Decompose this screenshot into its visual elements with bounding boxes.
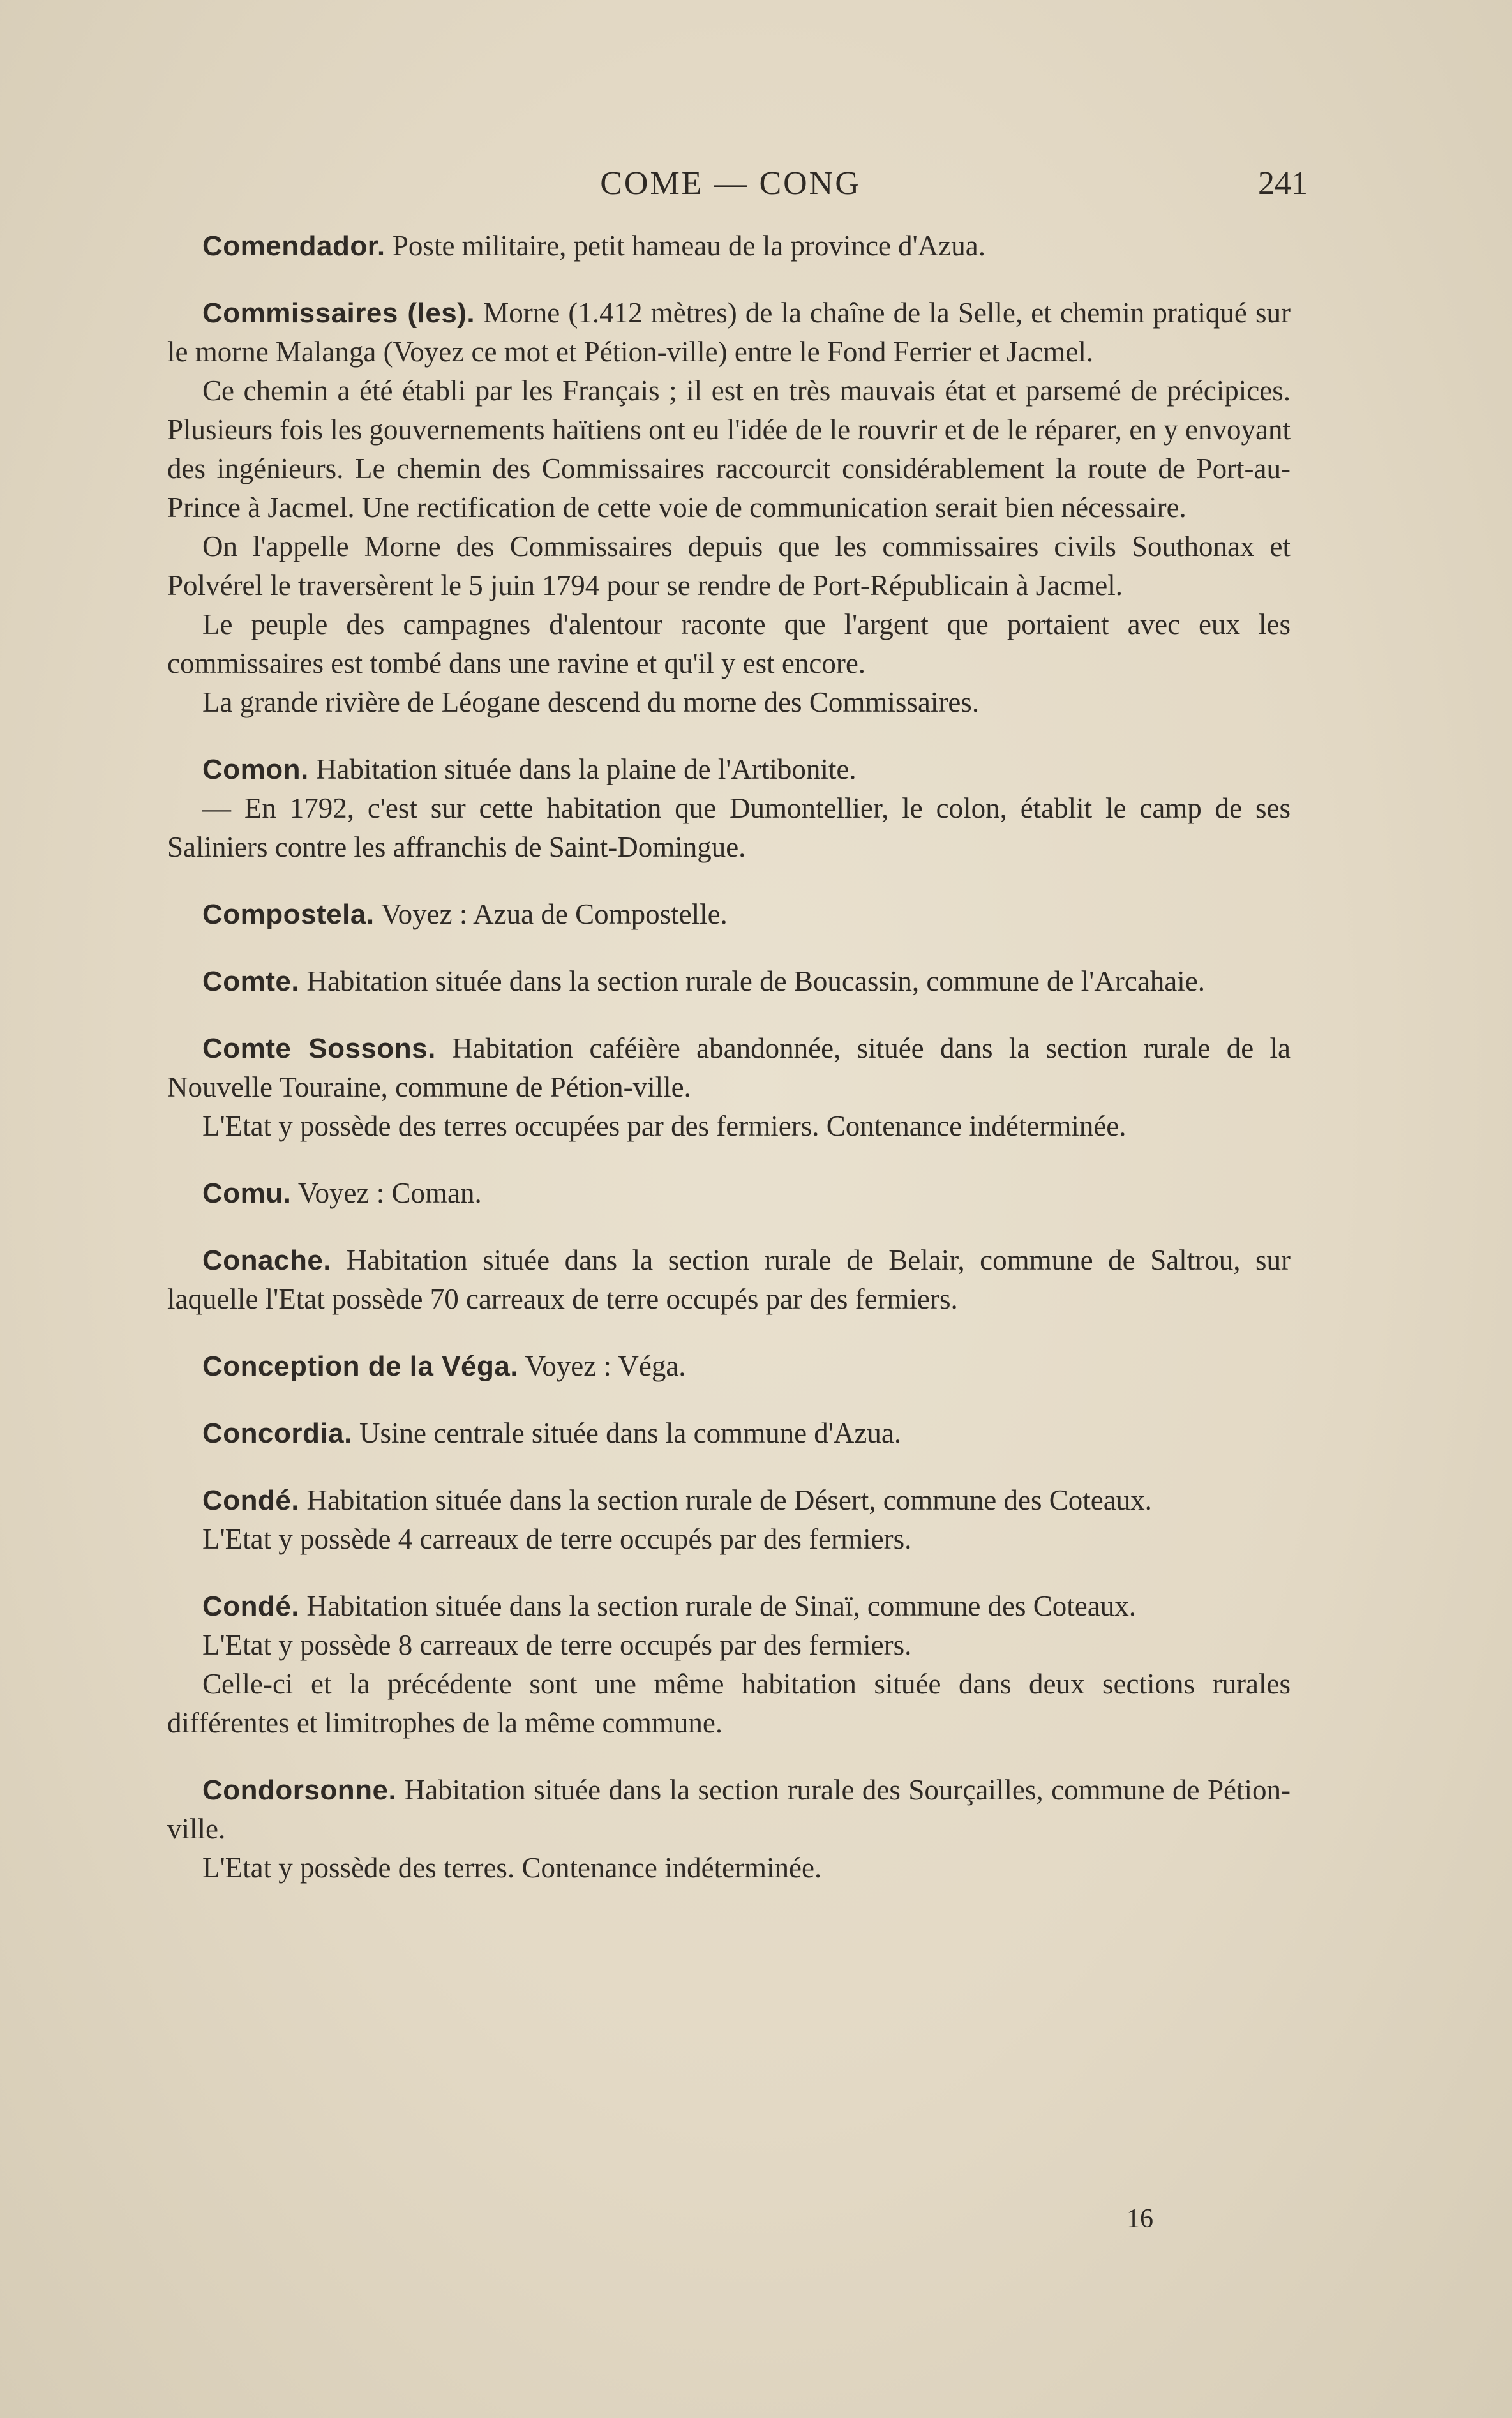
dictionary-entry [167, 1347, 1291, 1386]
entry-text: Voyez : Véga. [525, 1350, 686, 1382]
entry-text: Habitation située dans la section rurale de Belair, commune de Saltrou, sur laquelle l'Etat possède 70 carreaux de terre occupés par des fermiers. [167, 1244, 1291, 1315]
entry-term: Condé. [202, 1485, 300, 1516]
entry-paragraph [167, 527, 1291, 605]
entry-definition [167, 895, 1291, 934]
dictionary-entries [167, 227, 1291, 1916]
entry-text: L'Etat y possède 4 carreaux de terre occupés par des fermiers. [202, 1523, 912, 1555]
entry-paragraph [167, 1520, 1291, 1559]
dictionary-entry [167, 1029, 1291, 1146]
entry-definition [167, 1029, 1291, 1107]
entry-text: Habitation située dans la section rurale de Sinaï, commune des Coteaux. [306, 1590, 1136, 1622]
entry-term: Compostela. [202, 899, 375, 930]
entry-text: Habitation située dans la section rurale des Sourçailles, commune de Pétion-ville. [167, 1774, 1291, 1845]
entry-term: Comte Sossons. [202, 1033, 436, 1064]
entry-term: Comte. [202, 966, 300, 997]
entry-definition [167, 227, 1291, 266]
entry-term: Concordia. [202, 1418, 352, 1449]
entry-definition [167, 750, 1291, 789]
entry-text: Habitation située dans la plaine de l'Artibonite. [316, 753, 857, 785]
entry-paragraph [167, 1626, 1291, 1665]
dictionary-entry [167, 1414, 1291, 1453]
entry-definition [167, 294, 1291, 372]
dictionary-entry [167, 1241, 1291, 1319]
entry-term: Comendador. [202, 230, 385, 262]
entry-paragraph [167, 372, 1291, 527]
entry-definition [167, 1241, 1291, 1319]
entry-text: Celle-ci et la précédente sont une même habitation située dans deux sections rurales différentes et limitrophes de la même commune. [167, 1668, 1291, 1739]
entry-definition [167, 1174, 1291, 1213]
entry-definition [167, 1587, 1291, 1626]
entry-paragraph [167, 1849, 1291, 1888]
entry-text: Ce chemin a été établi par les Français ; il est en très mauvais état et parsemé de précipices. Plusieurs fois les gouvernements haïtiens ont eu l'idée de le rouvrir et de le réparer, en y envoyant des ingénieurs. Le chemin des Commissaires raccourcit considérablement la route de Port-au-Prince à Jacmel. Une rectification de cette voie de communication serait bien nécessaire. [167, 375, 1291, 523]
entry-text: L'Etat y possède 8 carreaux de terre occupés par des fermiers. [202, 1629, 912, 1661]
entry-text: — En 1792, c'est sur cette habitation que Dumontellier, le colon, établit le camp de ses Saliniers contre les affranchis de Saint-Domingue. [167, 792, 1291, 863]
dictionary-entry [167, 1771, 1291, 1888]
entry-term: Commissaires (les). [202, 297, 475, 329]
entry-definition [167, 1347, 1291, 1386]
running-head: COME — CONG [600, 165, 861, 202]
entry-paragraph [167, 1665, 1291, 1743]
entry-definition [167, 962, 1291, 1001]
entry-paragraph [167, 1107, 1291, 1146]
entry-text: Voyez : Coman. [297, 1177, 482, 1209]
entry-term: Condé. [202, 1591, 300, 1622]
page-header [166, 165, 1308, 209]
page-number: 241 [1258, 165, 1308, 202]
dictionary-entry [167, 895, 1291, 934]
entry-text: On l'appelle Morne des Commissaires depuis que les commissaires civils Southonax et Polvérel le traversèrent le 5 juin 1794 pour se rendre de Port-Républicain à Jacmel. [167, 530, 1291, 601]
entry-text: L'Etat y possède des terres. Contenance indéterminée. [202, 1852, 822, 1884]
dictionary-entry [167, 1174, 1291, 1213]
dictionary-entry [167, 227, 1291, 266]
entry-text: La grande rivière de Léogane descend du morne des Commissaires. [202, 686, 980, 718]
entry-definition [167, 1414, 1291, 1453]
signature-mark: 16 [1127, 2204, 1153, 2234]
entry-definition [167, 1481, 1291, 1520]
entry-text: L'Etat y possède des terres occupées par des fermiers. Contenance indéterminée. [202, 1110, 1127, 1142]
dictionary-entry [167, 294, 1291, 722]
entry-paragraph [167, 605, 1291, 683]
entry-text: Habitation caféière abandonnée, située dans la section rurale de la Nouvelle Touraine, commune de Pétion-ville. [167, 1032, 1291, 1103]
entry-text: Habitation située dans la section rurale de Boucassin, commune de l'Arcahaie. [306, 965, 1206, 997]
entry-text: Habitation située dans la section rurale de Désert, commune des Coteaux. [306, 1484, 1152, 1516]
entry-term: Comon. [202, 754, 309, 785]
dictionary-entry [167, 1481, 1291, 1559]
entry-text: Poste militaire, petit hameau de la province d'Azua. [392, 230, 985, 262]
dictionary-entry [167, 1587, 1291, 1743]
dictionary-entry [167, 750, 1291, 867]
entry-term: Condorsonne. [202, 1775, 397, 1806]
entry-text: Morne (1.412 mètres) de la chaîne de la Selle, et chemin pratiqué sur le morne Malanga (Voyez ce mot et Pétion-ville) entre le Fond Ferrier et Jacmel. [167, 297, 1291, 368]
entry-paragraph [167, 683, 1291, 722]
entry-definition [167, 1771, 1291, 1849]
entry-term: Conception de la Véga. [202, 1351, 519, 1382]
entry-text: Voyez : Azua de Compostelle. [380, 898, 728, 930]
entry-term: Conache. [202, 1245, 332, 1276]
entry-text: Le peuple des campagnes d'alentour raconte que l'argent que portaient avec eux les commissaires est tombé dans une ravine et qu'il y est encore. [167, 608, 1291, 679]
entry-term: Comu. [202, 1178, 292, 1209]
entry-text: Usine centrale située dans la commune d'Azua. [359, 1417, 902, 1449]
dictionary-entry [167, 962, 1291, 1001]
entry-paragraph [167, 789, 1291, 867]
